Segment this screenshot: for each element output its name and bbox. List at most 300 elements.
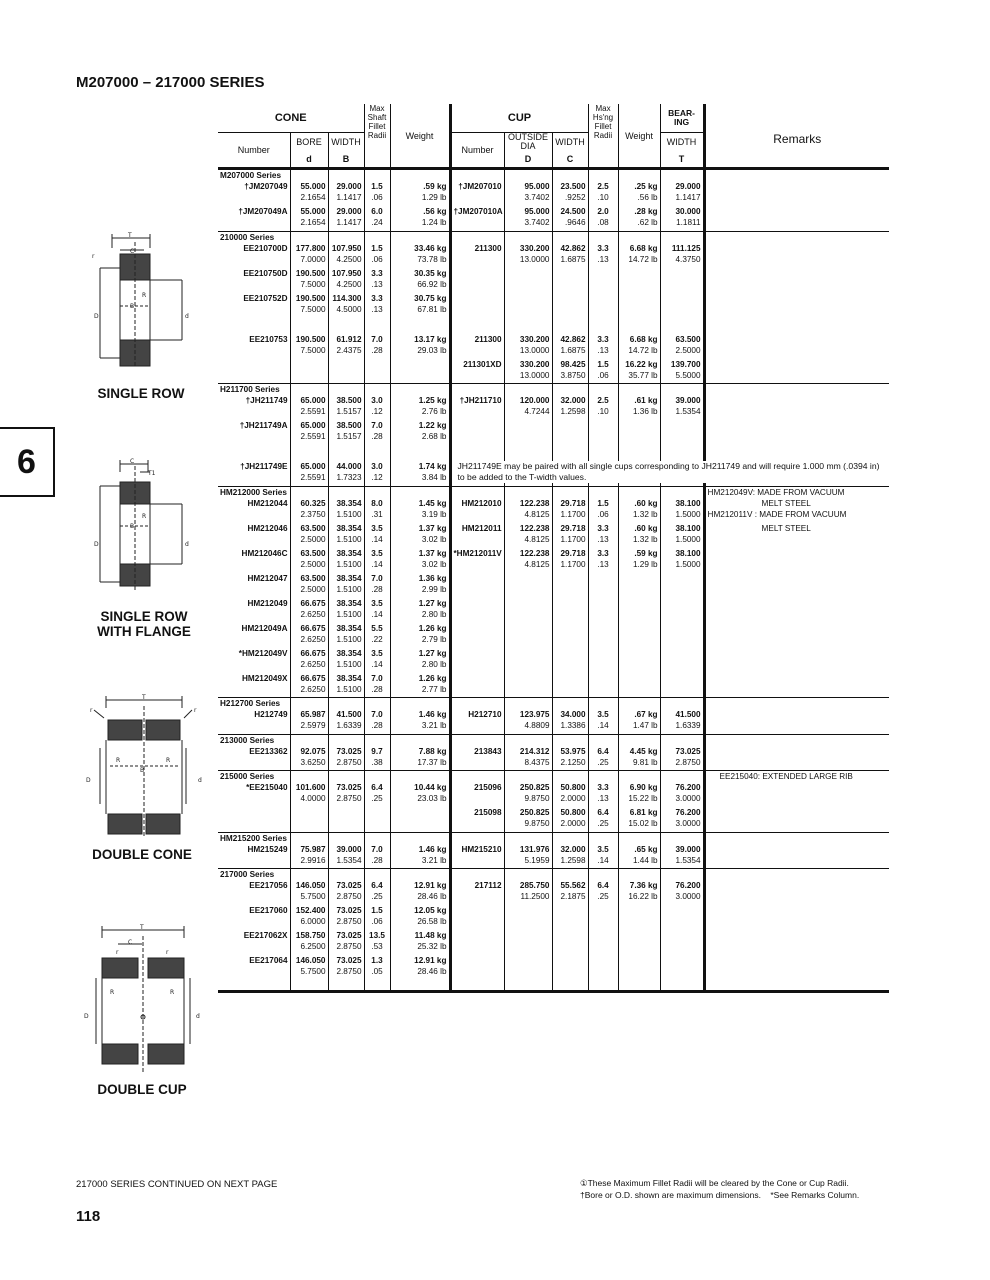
bore-value: 2.3750: [290, 509, 328, 520]
bore-value: 177.800: [290, 243, 328, 254]
cone-width-value: 4.2500: [328, 254, 364, 265]
bearing-width-value: 1.1417: [660, 192, 704, 203]
cone-width-value: 73.025: [328, 930, 364, 941]
cup-weight-value: 1.36 lb: [618, 406, 660, 417]
cup-width-value: [552, 659, 588, 670]
bearing-width-value: [660, 634, 704, 645]
outside-dia-value: 13.0000: [504, 254, 552, 265]
remark: [704, 534, 889, 545]
outside-dia-value: [504, 966, 552, 977]
remark: MELT STEEL: [704, 498, 889, 509]
housing-radius-value: [588, 584, 618, 595]
housing-radius-value: 2.0: [588, 206, 618, 217]
bore-value: 63.500: [290, 548, 328, 559]
cone-weight-value: 28.46 lb: [390, 966, 450, 977]
cup-width-value: 23.500: [552, 181, 588, 192]
bore-value: 7.5000: [290, 304, 328, 315]
series-name: H211700 Series: [218, 384, 290, 396]
cone-width-value: 1.1417: [328, 217, 364, 228]
series-row: [218, 771, 889, 783]
housing-radius-value: [588, 431, 618, 442]
cone-number: H212749: [254, 710, 288, 719]
table-row: [218, 684, 889, 695]
cup-weight-value: 1.32 lb: [618, 509, 660, 520]
cone-weight-value: 1.37 kg: [390, 548, 450, 559]
bearing-width-symbol: T: [660, 151, 704, 169]
bore-value: 152.400: [290, 905, 328, 916]
bearing-width-value: [660, 930, 704, 941]
cup-number: [450, 941, 504, 952]
bore-value: 6.2500: [290, 941, 328, 952]
cone-number: [218, 720, 290, 731]
cup-weight-value: 14.72 lb: [618, 254, 660, 265]
table-row: [218, 359, 889, 370]
cone-number: HM212049A: [241, 623, 288, 633]
bore-value: 66.675: [290, 598, 328, 609]
remark: [704, 648, 889, 659]
cup-number-header: Number: [450, 132, 504, 169]
cup-weight-value: .61 kg: [618, 395, 660, 406]
cup-weight-value: 15.22 lb: [618, 793, 660, 804]
cone-width-value: 1.1417: [328, 192, 364, 203]
cup-width-value: [552, 431, 588, 442]
cup-number: [450, 406, 504, 417]
cup-number: [450, 818, 504, 829]
bearing-width-value: 39.000: [660, 395, 704, 406]
svg-text:C: C: [130, 458, 135, 465]
table-row: [218, 534, 889, 545]
table-row: [218, 243, 889, 254]
cone-header: CONE: [218, 104, 364, 132]
cup-number: [450, 648, 504, 659]
cup-width-value: [552, 623, 588, 634]
shaft-radius-value: [364, 807, 390, 818]
cone-width-value: 29.000: [328, 181, 364, 192]
cup-weight-value: .56 lb: [618, 192, 660, 203]
outside-dia-value: 122.238: [504, 548, 552, 559]
cup-width-value: 50.800: [552, 782, 588, 793]
bearing-width-value: 3.0000: [660, 891, 704, 902]
bearing-width-value: 38.100: [660, 523, 704, 534]
table-row: [218, 395, 889, 406]
cup-number: [450, 534, 504, 545]
cone-width-value: 38.354: [328, 548, 364, 559]
table-row: [218, 370, 889, 381]
shaft-radius-value: 3.5: [364, 598, 390, 609]
cone-weight-value: 30.75 kg: [390, 293, 450, 304]
max-hsng-header: Max Hs'ng Fillet Radii: [588, 104, 618, 169]
shaft-radius-value: 6.4: [364, 782, 390, 793]
housing-radius-value: [588, 941, 618, 952]
cone-number: EE217056: [249, 881, 288, 890]
single-row-label: SINGLE ROW: [97, 386, 185, 401]
cup-weight-value: 1.32 lb: [618, 534, 660, 545]
bearing-width-value: 39.000: [660, 844, 704, 855]
cup-width-value: 1.3386: [552, 720, 588, 731]
cone-weight-value: 2.80 lb: [390, 609, 450, 620]
series-row: [218, 384, 889, 396]
cup-weight-value: 7.36 kg: [618, 880, 660, 891]
shaft-radius-value: 3.5: [364, 648, 390, 659]
cup-weight-value: 15.02 lb: [618, 818, 660, 829]
outside-dia-value: 4.7244: [504, 406, 552, 417]
remark: [704, 905, 889, 916]
cone-weight-value: 1.46 kg: [390, 709, 450, 720]
bore-value: 2.5591: [290, 472, 328, 483]
cone-weight-value: 1.22 kg: [390, 420, 450, 431]
table-row: [218, 334, 889, 345]
cup-weight-value: [618, 304, 660, 315]
cup-weight-value: 16.22 lb: [618, 891, 660, 902]
outside-dia-value: [504, 598, 552, 609]
bearing-width-value: [660, 955, 704, 966]
shaft-radius-value: .12: [364, 406, 390, 417]
cone-width-value: 39.000: [328, 844, 364, 855]
bore-value: 146.050: [290, 955, 328, 966]
cone-weight-value: 1.27 kg: [390, 648, 450, 659]
table-row: [218, 634, 889, 645]
page-title: M207000 – 217000 SERIES: [76, 74, 265, 91]
cone-number: [218, 609, 290, 620]
cup-weight-value: 6.68 kg: [618, 243, 660, 254]
cup-width-value: 2.1250: [552, 757, 588, 768]
cone-width-value: 1.5354: [328, 855, 364, 866]
svg-text:T1: T1: [148, 470, 156, 477]
shaft-radius-value: 7.0: [364, 709, 390, 720]
cone-number: [218, 634, 290, 645]
cone-number: [218, 966, 290, 977]
cone-number: HM212049X: [241, 673, 288, 683]
table-row: [218, 431, 889, 442]
bearing-width-value: 1.5354: [660, 406, 704, 417]
cup-number: [450, 609, 504, 620]
cone-width-value: 2.8750: [328, 757, 364, 768]
page-number: 118: [76, 1208, 101, 1225]
cone-width-value: 2.8750: [328, 793, 364, 804]
bore-value: 190.500: [290, 334, 328, 345]
housing-radius-value: .25: [588, 757, 618, 768]
shaft-radius-value: 6.4: [364, 880, 390, 891]
svg-text:R: R: [142, 513, 147, 520]
remark: [704, 334, 889, 345]
cone-width-value: 1.5100: [328, 659, 364, 670]
outside-dia-value: [504, 648, 552, 659]
outside-dia-value: 95.000: [504, 181, 552, 192]
cone-weight-header: Weight: [390, 104, 450, 169]
cup-weight-value: [618, 905, 660, 916]
bore-value: 5.7500: [290, 966, 328, 977]
cup-width-value: 32.000: [552, 395, 588, 406]
cone-width-value: 2.8750: [328, 941, 364, 952]
section-tab: 6: [0, 427, 55, 497]
shaft-radius-value: .05: [364, 966, 390, 977]
table-row: [218, 509, 889, 520]
bearing-width-value: [660, 573, 704, 584]
housing-radius-value: [588, 648, 618, 659]
cup-width-value: 1.1700: [552, 559, 588, 570]
cone-weight-value: 1.25 kg: [390, 395, 450, 406]
remark: [704, 573, 889, 584]
cup-weight-value: [618, 916, 660, 927]
bearing-width-value: 38.100: [660, 498, 704, 509]
cup-width-value: 1.2598: [552, 406, 588, 417]
shaft-radius-value: 1.3: [364, 955, 390, 966]
cup-weight-value: [618, 293, 660, 304]
cone-number: [218, 345, 290, 356]
cone-number: EE210753: [249, 334, 288, 344]
cup-width-value: [552, 420, 588, 431]
cone-weight-value: 1.29 lb: [390, 192, 450, 203]
cup-width-value: 34.000: [552, 709, 588, 720]
cone-width-value: 2.8750: [328, 891, 364, 902]
bore-value: 4.0000: [290, 793, 328, 804]
cup-number: [450, 623, 504, 634]
remark: [704, 757, 889, 768]
cup-number: [450, 573, 504, 584]
cup-width-value: 1.6875: [552, 254, 588, 265]
cone-number: HM212047: [247, 573, 288, 583]
remark: [704, 623, 889, 634]
cone-number: EE217062X: [243, 931, 288, 940]
svg-text:d: d: [198, 777, 202, 784]
table-row: [218, 548, 889, 559]
single-row-flange-label: SINGLE ROW WITH FLANGE: [97, 609, 191, 639]
series-name: H212700 Series: [218, 698, 290, 710]
bore-value: 60.325: [290, 498, 328, 509]
cup-width-value: [552, 573, 588, 584]
cup-width-value: 24.500: [552, 206, 588, 217]
table-row: [218, 855, 889, 866]
cup-number: [450, 268, 504, 279]
remark: [704, 395, 889, 406]
cup-number: [450, 293, 504, 304]
bore-value: 2.9916: [290, 855, 328, 866]
shaft-radius-value: 1.5: [364, 905, 390, 916]
table-row: [218, 279, 889, 290]
cone-number: †JH211749A: [239, 421, 288, 430]
shaft-radius-value: 1.5: [364, 181, 390, 192]
cup-width-value: 1.2598: [552, 855, 588, 866]
svg-text:B: B: [140, 767, 145, 774]
cup-number: [450, 855, 504, 866]
cone-number: [218, 304, 290, 315]
series-row: [218, 486, 889, 498]
cone-weight-value: 1.37 kg: [390, 523, 450, 534]
cone-number: [218, 370, 290, 381]
double-cone-diagram: [80, 692, 210, 842]
bore-value: 2.6250: [290, 659, 328, 670]
table-row: [218, 709, 889, 720]
outside-dia-value: 250.825: [504, 807, 552, 818]
remark: [704, 955, 889, 966]
cup-weight-value: 35.77 lb: [618, 370, 660, 381]
remark: [704, 254, 889, 265]
bore-value: 63.500: [290, 523, 328, 534]
remark: [704, 598, 889, 609]
remark: [704, 818, 889, 829]
cone-number: †JH211749E: [240, 462, 288, 471]
cup-number: [450, 659, 504, 670]
cone-number: [218, 406, 290, 417]
cup-width-value: [552, 930, 588, 941]
outside-dia-value: [504, 941, 552, 952]
housing-radius-value: .13: [588, 793, 618, 804]
shaft-radius-value: 9.7: [364, 746, 390, 757]
table-row: [218, 206, 889, 217]
remark: [704, 217, 889, 228]
remark: [704, 930, 889, 941]
double-cone-label: DOUBLE CONE: [92, 847, 192, 862]
shaft-radius-value: 3.0: [364, 395, 390, 406]
housing-radius-value: 6.4: [588, 746, 618, 757]
cup-weight-value: [618, 955, 660, 966]
outside-dia-value: [504, 609, 552, 620]
cup-weight-value: [618, 584, 660, 595]
cone-number: †JM207049: [244, 182, 288, 191]
cup-number: [450, 757, 504, 768]
table-row: [218, 304, 889, 315]
housing-radius-value: .14: [588, 720, 618, 731]
cone-width-value: 41.500: [328, 709, 364, 720]
cone-width-value: 38.354: [328, 673, 364, 684]
housing-radius-value: [588, 268, 618, 279]
housing-radius-value: 3.3: [588, 243, 618, 254]
shaft-radius-value: .13: [364, 279, 390, 290]
shaft-radius-value: 8.0: [364, 498, 390, 509]
bearing-width-value: 1.5000: [660, 534, 704, 545]
bore-value: 190.500: [290, 268, 328, 279]
cone-number: [218, 509, 290, 520]
cone-number: [218, 584, 290, 595]
remark: [704, 431, 889, 442]
cone-weight-value: [390, 807, 450, 818]
cone-width-value: 107.950: [328, 268, 364, 279]
shaft-radius-value: 3.5: [364, 548, 390, 559]
svg-text:D: D: [94, 541, 99, 548]
bearing-width-value: 5.5000: [660, 370, 704, 381]
single-row-diagram: [90, 228, 200, 373]
table-row: [218, 941, 889, 952]
cone-weight-value: [390, 359, 450, 370]
cup-weight-value: [618, 623, 660, 634]
table-row: [218, 181, 889, 192]
cup-number: [450, 584, 504, 595]
footnote-bore: †Bore or O.D. shown are maximum dimensions. *See Remarks Column.: [580, 1190, 860, 1200]
remark: [704, 345, 889, 356]
bore-symbol: d: [290, 151, 328, 169]
shaft-radius-value: .22: [364, 634, 390, 645]
bore-value: 65.000: [290, 420, 328, 431]
cone-number: †JH211749: [245, 396, 288, 405]
svg-text:r: r: [90, 707, 93, 714]
shaft-radius-value: 13.5: [364, 930, 390, 941]
cup-weight-value: [618, 431, 660, 442]
shaft-radius-value: .06: [364, 254, 390, 265]
remark: [704, 746, 889, 757]
cone-width-value: 1.5100: [328, 609, 364, 620]
table-row: [218, 673, 889, 684]
outside-dia-value: [504, 268, 552, 279]
cone-width-value: 114.300: [328, 293, 364, 304]
cone-weight-value: .56 kg: [390, 206, 450, 217]
bore-value: 2.5000: [290, 559, 328, 570]
cup-weight-value: 1.47 lb: [618, 720, 660, 731]
remark: [704, 855, 889, 866]
table-row: [218, 793, 889, 804]
bore-header: BORE: [290, 132, 328, 151]
cup-width-value: [552, 609, 588, 620]
housing-radius-value: [588, 930, 618, 941]
remark: [704, 406, 889, 417]
cone-width-value: 1.7323: [328, 472, 364, 483]
cone-number: HM215249: [247, 844, 288, 854]
table-row: [218, 966, 889, 977]
bore-value: 2.5591: [290, 406, 328, 417]
outside-dia-value: [504, 905, 552, 916]
table-row: [218, 598, 889, 609]
cup-weight-value: .25 kg: [618, 181, 660, 192]
cone-number: [218, 818, 290, 829]
cone-weight-value: 25.32 lb: [390, 941, 450, 952]
bore-value: 5.7500: [290, 891, 328, 902]
shaft-radius-value: .28: [364, 855, 390, 866]
cup-number: †JH211710: [450, 395, 504, 406]
cup-number: 211300: [450, 334, 504, 345]
row-spacer: [218, 442, 889, 461]
series-name: 213000 Series: [218, 734, 290, 746]
outside-dia-value: 131.976: [504, 844, 552, 855]
cup-number: 213843: [450, 746, 504, 757]
shaft-radius-value: .28: [364, 431, 390, 442]
outside-dia-value: 4.8125: [504, 559, 552, 570]
cone-width-value: [328, 359, 364, 370]
outside-dia-value: [504, 673, 552, 684]
shaft-radius-value: 5.5: [364, 623, 390, 634]
bore-value: [290, 807, 328, 818]
remark: [704, 807, 889, 818]
remark: [704, 548, 889, 559]
cone-weight-value: 28.46 lb: [390, 891, 450, 902]
table-row: [218, 293, 889, 304]
bearing-width-value: [660, 673, 704, 684]
cup-number: [450, 345, 504, 356]
cone-weight-value: [390, 818, 450, 829]
cone-width-symbol: B: [328, 151, 364, 169]
cone-width-value: 2.4375: [328, 345, 364, 356]
housing-radius-value: [588, 573, 618, 584]
cone-width-value: 61.912: [328, 334, 364, 345]
housing-radius-value: .08: [588, 217, 618, 228]
cone-width-value: 73.025: [328, 905, 364, 916]
cup-width-value: [552, 966, 588, 977]
remark: [704, 304, 889, 315]
bearing-header: BEAR- ING: [660, 104, 704, 132]
cup-weight-value: 6.81 kg: [618, 807, 660, 818]
cone-weight-value: 12.91 kg: [390, 955, 450, 966]
table-row: [218, 720, 889, 731]
cone-width-value: 1.5100: [328, 534, 364, 545]
bore-value: 2.6250: [290, 634, 328, 645]
remark: [704, 370, 889, 381]
cone-number: HM212046C: [241, 548, 288, 558]
remark: [704, 279, 889, 290]
cone-weight-value: 1.46 kg: [390, 844, 450, 855]
cup-weight-value: [618, 966, 660, 977]
cup-number: [450, 966, 504, 977]
bore-value: [290, 370, 328, 381]
cup-number: *HM212011V: [450, 548, 504, 559]
cone-width-value: 73.025: [328, 880, 364, 891]
